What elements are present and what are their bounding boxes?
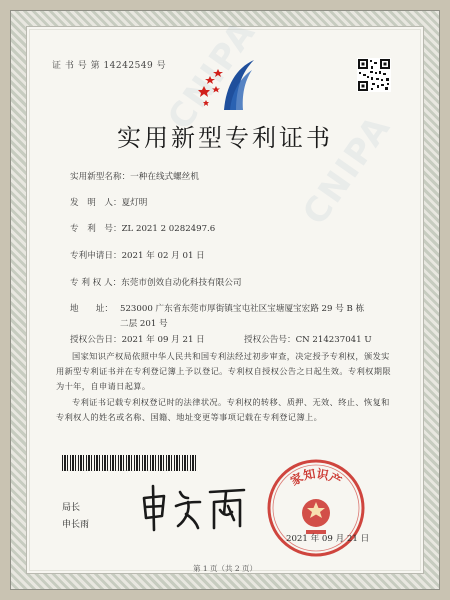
- director-title: 局长: [62, 503, 81, 513]
- field-announce-date: [70, 333, 205, 345]
- model-name-label: 实用新型名称：: [70, 172, 131, 182]
- legal-status-paragraph: 专利证书记载专利权登记时的法律状况。专利权的转移、质押、无效、终止、恢复和专利权人的姓名或名称、国籍、地址变更等事项记载在专利登记簿上。: [56, 397, 390, 422]
- field-patentee: [70, 276, 242, 288]
- inventor-value: 夏灯明: [121, 198, 148, 208]
- field-patent-number: [70, 222, 215, 234]
- patentee-label: 专 利 权 人：: [70, 278, 122, 288]
- announce-date-label: 授权公告日：: [70, 335, 122, 345]
- cnipa-emblem-icon: [196, 56, 258, 112]
- director-signature-icon: [136, 480, 251, 536]
- announce-date-value: 2021 年 09 月 21 日: [121, 335, 205, 345]
- announce-number-label: 授权公告号：: [244, 335, 296, 345]
- model-name-value: 一种在线式螺丝机: [130, 172, 199, 182]
- address-value: 523000 广东省东莞市厚街镇宝屯社区宝塘厦宝宏路 29 号 B 栋二层 201 号: [120, 304, 365, 329]
- announce-number-value: CN 214237041 U: [295, 335, 372, 345]
- field-filing-date: [70, 249, 205, 261]
- seal-date: 2021 年 09 月 21 日: [286, 534, 370, 544]
- barcode: [62, 455, 197, 471]
- field-address-label: [70, 302, 113, 314]
- certificate-number: 证 书 号 第 14242549 号: [52, 61, 167, 71]
- qr-code-icon: [357, 58, 391, 92]
- certificate-title: 实用新型专利证书: [117, 124, 333, 152]
- field-inventor: [70, 196, 147, 208]
- seal-text: 家知识产: [288, 466, 344, 489]
- field-announce-number: [244, 333, 372, 345]
- patent-number-label: 专 利 号：: [70, 224, 122, 234]
- filing-date-value: 2021 年 02 月 01 日: [121, 251, 205, 261]
- director-name: 申长雨: [62, 520, 90, 530]
- svg-text:家知识产: [288, 466, 345, 489]
- field-model-name: [70, 170, 199, 182]
- grant-paragraph: 国家知识产权局依照中华人民共和国专利法经过初步审查，决定授予专利权，颁发实用新型专利证书并在专利登记簿上予以登记。专利权自授权公告之日起生效。专利权期限为十年，自申请日起算。: [56, 351, 391, 391]
- filing-date-label: 专利申请日：: [70, 251, 122, 261]
- patentee-value: 东莞市创效自动化科技有限公司: [121, 278, 242, 288]
- page-number: 第 1 页（共 2 页）: [192, 564, 258, 573]
- inventor-label: 发 明 人：: [70, 198, 122, 208]
- address-label: 地 址：: [70, 304, 113, 314]
- patent-number-value: ZL 2021 2 0282497.6: [121, 224, 216, 234]
